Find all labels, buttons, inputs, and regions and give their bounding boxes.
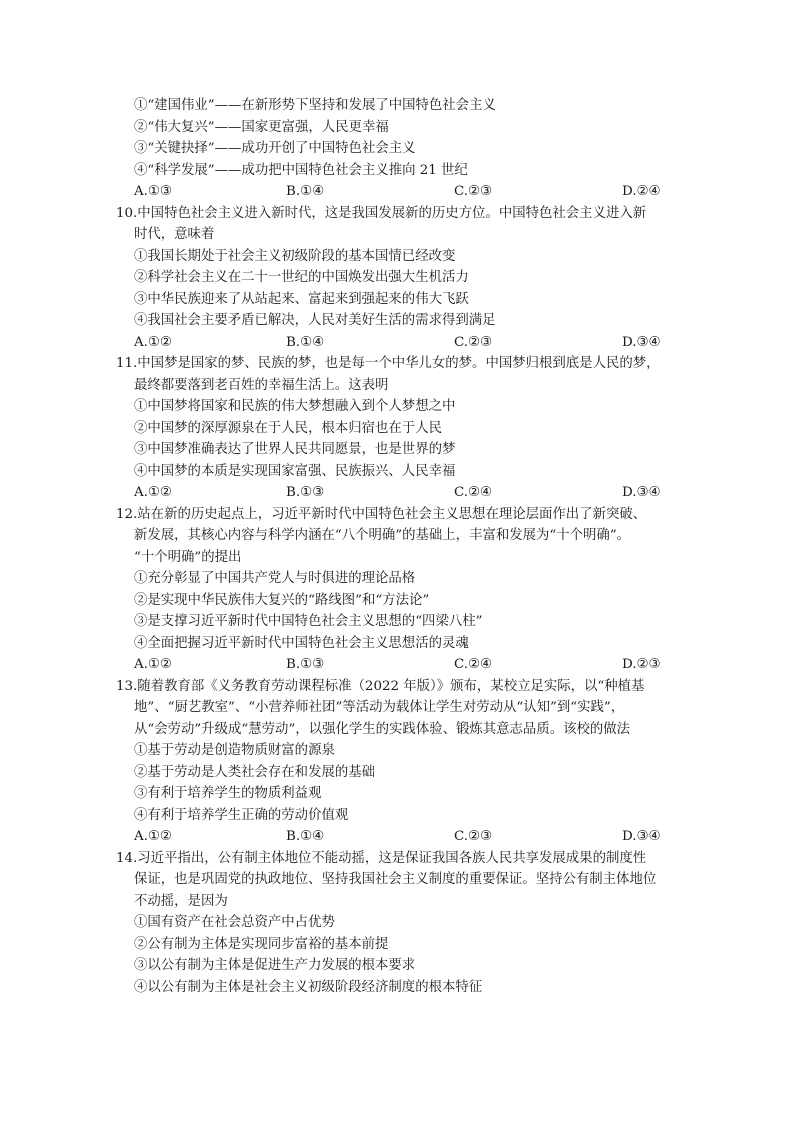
q10-option-d: D.③④ [622,334,661,350]
q12-option-a: A.①② [134,657,172,672]
q9-item-2: ②“伟大复兴”——国家更富强，人民更幸福 [134,119,389,135]
q11-stem-line-1: 11.中国梦是国家的梦、民族的梦，也是每一个中华儿女的梦。中国梦归根到底是人民的梦， [116,356,660,371]
q14-item-2: ②公有制为主体是实现同步富裕的基本前提 [134,936,389,952]
q10-item-2: ②科学社会主义在二十一世纪的中国焕发出强大生机活力 [134,270,469,285]
q13-option-d: D.③④ [622,829,661,844]
q12-option-c: C.②④ [454,657,493,672]
q11-item-3: ③中国梦准确表达了世界人民共同愿景，也是世界的梦 [134,442,456,457]
q14-item-4: ④以公有制为主体是社会主义初级阶段经济制度的根本特征 [134,979,483,995]
q14-stem-line-3: 不动摇，是因为 [134,893,228,909]
q11-option-c: C.②④ [454,485,493,500]
q9-options [134,182,674,204]
q14-stem-line-2: 保证，也是巩固党的执政地位、坚持我国社会主义制度的重要保证。坚持公有制主体地位 [134,872,657,887]
q10-option-b: B.①④ [286,334,325,350]
q12-item-4: ④全面把握习近平新时代中国特色社会主义思想活的灵魂 [134,635,469,651]
q10-item-1: ①我国长期处于社会主义初级阶段的基本国情已经改变 [134,248,456,264]
q13-option-a: A.①② [134,829,172,844]
q11-stem-line-2: 最终都要落到老百姓的幸福生活上。这表明 [134,377,389,393]
q11-item-1: ①中国梦将国家和民族的伟大梦想融入到个人梦想之中 [134,399,456,414]
q10-stem-line-1: 10.中国特色社会主义进入新时代，这是我国发展新的历史方位。中国特色社会主义进入新 [116,205,647,221]
q11-item-4: ④中国梦的本质是实现国家富强、民族振兴、人民幸福 [134,463,456,479]
q12-option-d: D.②③ [622,657,661,672]
q13-item-2: ②基于劳动是人类社会存在和发展的基础 [134,764,376,780]
q9-option-b: B.①④ [286,184,325,199]
q13-item-1: ①基于劳动是创造物质财富的源泉 [134,743,335,758]
q9-option-c: C.②③ [454,184,493,199]
q9-item-3: ③“关键抉择”——成功开创了中国特色社会主义 [134,141,416,156]
q12-stem-line-1: 12.站在新的历史起点上，习近平新时代中国特色社会主义思想在理论层面作出了新突破、 [116,506,647,522]
q10-option-c: C.②③ [454,334,493,350]
q13-item-3: ③有利于培养学生的物质利益观 [134,786,322,801]
q12-stem-line-2: 新发展，其核心内容与科学内涵在“八个明确”的基础上，丰富和发展为“十个明确”。 [134,528,631,543]
q12-item-1: ①充分彰显了中国共产党人与时俱进的理论品格 [134,571,416,586]
q10-item-4: ④我国社会主要矛盾已解决，人民对美好生活的需求得到满足 [134,313,496,328]
q10-options [134,333,674,355]
q9-option-d: D.②④ [622,184,661,199]
q10-stem-line-2: 时代，意味着 [134,227,215,242]
q12-item-2: ②是实现中华民族伟大复兴的“路线图”和“方法论” [134,592,430,608]
q13-option-b: B.①④ [286,829,325,844]
q11-option-d: D.③④ [622,485,661,500]
q11-option-a: A.①② [134,485,172,500]
q13-stem-line-2: 地”、“厨艺教室”、“小营养师社团”等活动为载体让学生对劳动从“认知”到“实践”， [134,700,625,715]
q13-option-c: C.②③ [454,829,493,844]
q11-item-2: ②中国梦的深厚源泉在于人民，根本归宿也在于人民 [134,420,442,436]
q10-option-a: A.①② [134,334,172,350]
q12-option-b: B.①③ [286,657,325,672]
q12-stem-line-3: “十个明确”的提出 [134,549,242,565]
q14-item-1: ①国有资产在社会总资产中占优势 [134,915,335,930]
q13-stem-line-3: 从“会劳动”升级成“慧劳动”，以强化学生的实践体验、锻炼其意志品质。该校的做法 [134,721,631,737]
q14-stem-line-1: 14.习近平指出，公有制主体地位不能动摇，这是保证我国各族人民共享发展成果的制度性 [116,850,647,866]
q10-item-3: ③中华民族迎来了从站起来、富起来到强起来的伟大飞跃 [134,291,469,307]
q11-options [134,483,674,505]
q13-stem-line-1: 13.随着教育部《义务教育劳动课程标准（2022 年版）》颁布，某校立足实际，以“种植基 [116,678,645,694]
q12-item-3: ③是支撑习近平新时代中国特色社会主义思想的“四梁八柱” [134,614,483,629]
q13-item-4: ④有利于培养学生正确的劳动价值观 [134,807,349,823]
q12-options [134,655,674,677]
q9-option-a: A.①③ [134,184,172,199]
q11-option-b: B.①③ [286,485,325,500]
q13-options [134,827,674,849]
q9-item-1: ①“建国伟业”——在新形势下坚持和发展了中国特色社会主义 [134,98,496,113]
q9-item-4: ④“科学发展”——成功把中国特色社会主义推向 21 世纪 [134,162,468,178]
q14-item-3: ③以公有制为主体是促进生产力发展的根本要求 [134,958,416,973]
